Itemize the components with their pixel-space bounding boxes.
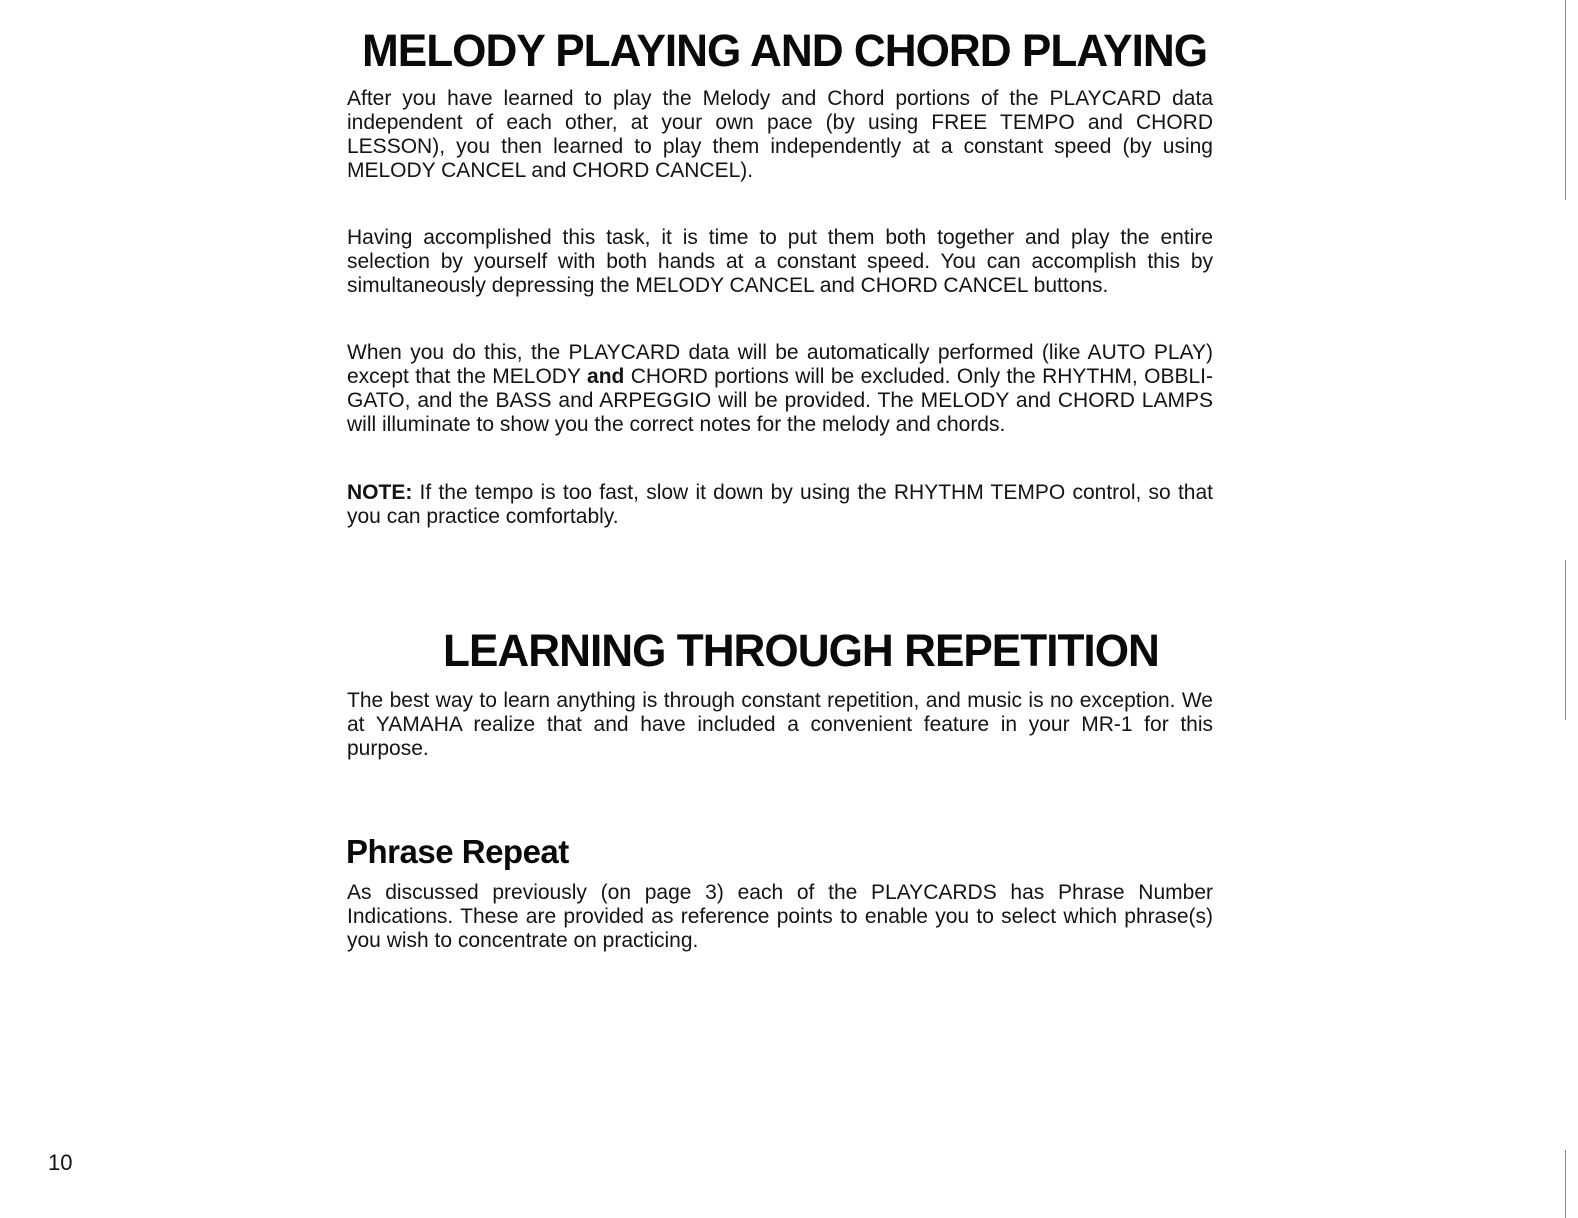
scan-edge-mark	[1565, 1150, 1566, 1218]
learning-paragraph: The best way to learn anything is through constant repetition, and music is no exception. We at YAMAHA realize that and have included a convenient feature in your MR-1 for this purpose.	[347, 689, 1213, 760]
page-number: 10	[48, 1150, 73, 1175]
melody-chord-heading: MELODY PLAYING AND CHORD PLAYING	[362, 25, 1208, 76]
scan-edge-mark	[1565, 560, 1566, 720]
melody-paragraph-3-start: When you do this, the PLAYCARD data will be automatically performed (like AUTO PLAY) except that the MELODY	[347, 341, 1213, 388]
scan-edge-mark	[1565, 0, 1566, 200]
note-text: If the tempo is too fast, slow it down by using the RHYTHM TEMPO control, so that you can practice comfortably.	[347, 481, 1213, 528]
phrase-repeat-heading: Phrase Repeat	[346, 833, 569, 870]
tempo-note	[347, 481, 1213, 529]
phrase-repeat-paragraph: As discussed previously (on page 3) each of the PLAYCARDS has Phrase Number Indications. These are provided as reference points to enable you to select which phrase(s) you wish to concentrate on practicing.	[347, 881, 1213, 952]
melody-paragraph-3-end: CHORD portions will be excluded. Only the RHYTHM, OBBLI-GATO, and the BASS and ARPEGGIO will be provided. The MELODY and CHORD LAMPS will illuminate to show you the correct notes for the melody and chords.	[347, 365, 1213, 436]
melody-paragraph-3	[347, 341, 1213, 437]
melody-paragraph-2: Having accomplished this task, it is time to put them both together and play the entire selection by yourself with both hands at a constant speed. You can accomplish this by simultaneously depressing the MELODY CANCEL and CHORD CANCEL buttons.	[347, 226, 1213, 297]
melody-paragraph-3-bold: and	[587, 365, 625, 388]
note-label: NOTE:	[347, 481, 413, 504]
melody-paragraph-1: After you have learned to play the Melody and Chord portions of the PLAYCARD data independent of each other, at your own pace (by using FREE TEMPO and CHORD LESSON), you then learned to play them independently at a constant speed (by using MELODY CANCEL and CHORD CANCEL).	[347, 87, 1213, 182]
learning-repetition-heading: LEARNING THROUGH REPETITION	[443, 625, 1159, 676]
